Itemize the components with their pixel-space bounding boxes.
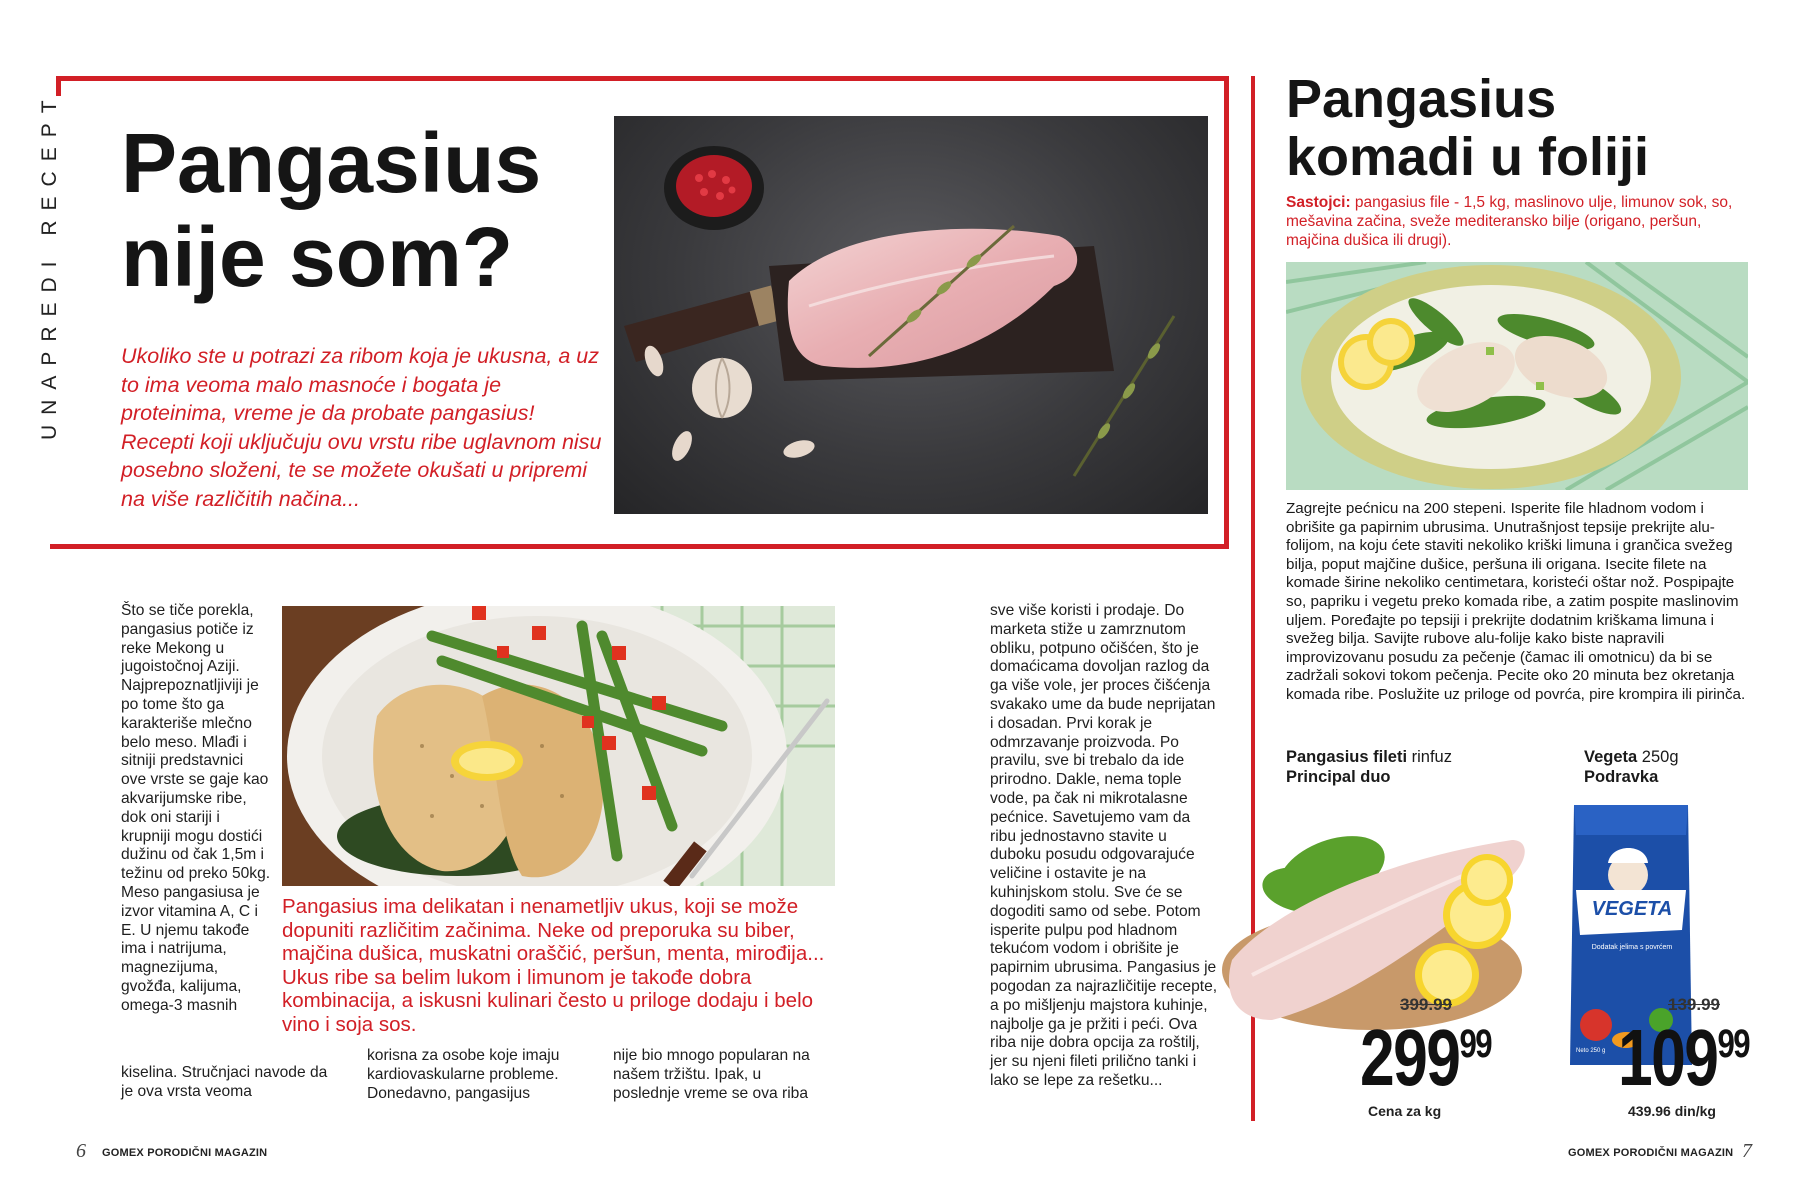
page-number-left: 6 (76, 1140, 86, 1162)
product-1-brand: Principal duo (1286, 768, 1391, 786)
product-2-variant: 250g (1637, 748, 1679, 766)
vegeta-pack-text: Dodatak jelima s povrćem (1591, 944, 1673, 951)
recipe-title (1286, 70, 1756, 186)
product-2-brand: Podravka (1584, 768, 1659, 786)
page-number-right: 7 (1742, 1140, 1752, 1162)
product-2-old-price: 139.99 (1668, 995, 1720, 1014)
vegeta-pack-weight: Neto 250 g (1576, 1048, 1606, 1054)
recipe-steps: Zagrejte pećnicu na 200 stepeni. Isperite file hladnom vodom i obrišite ga papirnim ubrusima. Unutrašnjost tepsije prekrijte alu-folijom, na koju ćete staviti nekoliko kriški limuna i grančica svežeg bilja, poput majčine dušice, peršuna ili origana. Isecite filete na komade širine nekoliko centimetara, koristeći oštar nož. Pospipajte so, papriku i vegetu preko komada ribe, a zatim pospite maslinovim uljem. Poređajte po tepsiji i prekrijte dodatnim kriškama limuna i svežeg bilja. Savijte rubove alu-folije kako biste napravili improvizovanu posudu za pečenje (čamac ili omotnicu) da bi se zadržali sokovi tokom pečenja. Pecite oko 20 minuta bez okretanja komada ribe. Poslužite uz priloge od povrća, pire krompira ili pirinča. (1286, 500, 1746, 703)
body-column-2-end: korisna za osobe koje imaju kardiovaskularne probleme. Donedavno, pangasijus (367, 1047, 560, 1102)
product-1-price (1360, 1013, 1492, 1102)
product-2-title: Vegeta (1584, 748, 1638, 766)
page-title (121, 116, 601, 304)
plated-fish-illustration (282, 606, 835, 886)
body-column-1-end: kiselina. Stručnjaci navode da je ova vrsta veoma (121, 1064, 328, 1100)
ingredients-list: pangasius file - 1,5 kg, maslinovo ulje, limunov sok, so, mešavina začina, sveže mediteransko bilje (origano, peršun, majčina dušica ili drugi). (1286, 194, 1733, 249)
frame-top-line (56, 76, 1229, 81)
product-2-price-decimal: 99 (1717, 1022, 1750, 1066)
product-1-variant: rinfuz (1407, 748, 1452, 766)
vegeta-logo-text: VEGETA (1591, 898, 1673, 920)
product-2-name (1584, 747, 1679, 787)
product-1-title: Pangasius fileti (1286, 748, 1408, 766)
intro-text: Ukoliko ste u potrazi za ribom koja je ukusna, a uz to ima veoma malo masnoće i bogata je proteinima, vreme je da probate pangasius! Recepti koji uključuju ovu vrstu ribe uglavnom nisu posebno složeni, te se možete okušati u pripremi na više različitih načina... (121, 344, 602, 511)
fish-salad-illustration (1286, 262, 1748, 490)
product-1-old-price: 399.99 (1400, 995, 1452, 1014)
fish-fillet-illustration (614, 116, 1208, 514)
cooked-fish-plate-photo (282, 606, 835, 886)
product-2-price-integer: 109 (1618, 1013, 1718, 1102)
section-label: UNAPREDI RECEPT (38, 90, 61, 440)
recipe-title-line-2: komadi u foliji (1286, 127, 1650, 187)
ingredients-label: Sastojci: (1286, 194, 1351, 211)
product-1-name (1286, 747, 1452, 787)
magazine-name-right: GOMEX PORODIČNI MAGAZIN (1568, 1147, 1734, 1159)
frame-right-line (1224, 76, 1229, 549)
magazine-name-left: GOMEX PORODIČNI MAGAZIN (102, 1147, 268, 1159)
product-2-price (1618, 1013, 1750, 1102)
body-column-3-end: nije bio mnogo popularan na našem tržištu. Ipak, u poslednje vreme se ova riba (613, 1047, 810, 1102)
product-1-price-note: Cena za kg (1368, 1103, 1442, 1119)
hero-fish-photo (614, 116, 1208, 514)
body-column-1: Što se tiče porekla, pangasius potiče iz reke Mekong u jugoistočnoj Aziji. Najprepoznatljiviji je po tome što ga karakteriše mlečno belo meso. Mlađi i sitniji predstavnici ove vrste se gaje kao akvarijumske ribe, dok oni stariji i krupniji mogu dostići dužinu od čak 1,5m i težinu od preko 50kg. Meso pangasiusa je izvor vitamina A, C i E. U njemu takođe ima i natrijuma, magnezijuma, gvožđa, kalijuma, omega-3 masnih (121, 602, 271, 1014)
product-1-price-integer: 299 (1360, 1013, 1460, 1102)
title-line-2: nije som? (121, 210, 514, 304)
body-column-4: sve više koristi i prodaje. Do marketa stiže u zamrznutom obliku, potpuno očišćen, što je domaćicama dovoljan razlog da ga više vole, jer proces čišćenja svakako ume da bude neprijatan i dosadan. Prvi korak je odmrzavanje proizvoda. Po pravilu, sve bi trebalo da ide prirodno. Dakle, nema tople vode, pa čak ni mikrotalasne pećnice. Savetujemo vam da ribu jednostavno stavite u duboku posudu odgovarajuće veličine i ostavite je na kuhinjskom stolu. Sve će se dogoditi samo od sebe. Potom isperite pulpu pod hladnom tekućom vodom i obrišite je papirnim ubrusima. Pangasius je pogodan za najrazličitije recepte, a po mišljenju majstora kuhinje, najbolje ga je pržiti i peći. Ova riba nije dobra opcija za roštilj, jer su njeni fileti prilično tanki i lako se lepe za rešetku... (990, 602, 1218, 1089)
pull-quote: Pangasius ima delikatan i nenametljiv ukus, koji se može dopuniti različitim začinima. Neke od preporuka su biber, majčina dušica, muskatni oraščić, peršun, menta, mirođija... Ukus ribe sa belim lukom i limunom je takođe dobra kombinacija, a iskusni kulinari često u priloge dodaju i belo vino i soja sos. (282, 895, 825, 1036)
title-line-1: Pangasius (121, 116, 542, 210)
product-2-price-note: 439.96 din/kg (1628, 1103, 1716, 1119)
recipe-title-line-1: Pangasius (1286, 69, 1557, 129)
ingredients (1286, 193, 1741, 250)
salad-dish-photo (1286, 262, 1748, 490)
frame-bottom-line (50, 544, 1229, 549)
product-1-price-decimal: 99 (1459, 1022, 1492, 1066)
